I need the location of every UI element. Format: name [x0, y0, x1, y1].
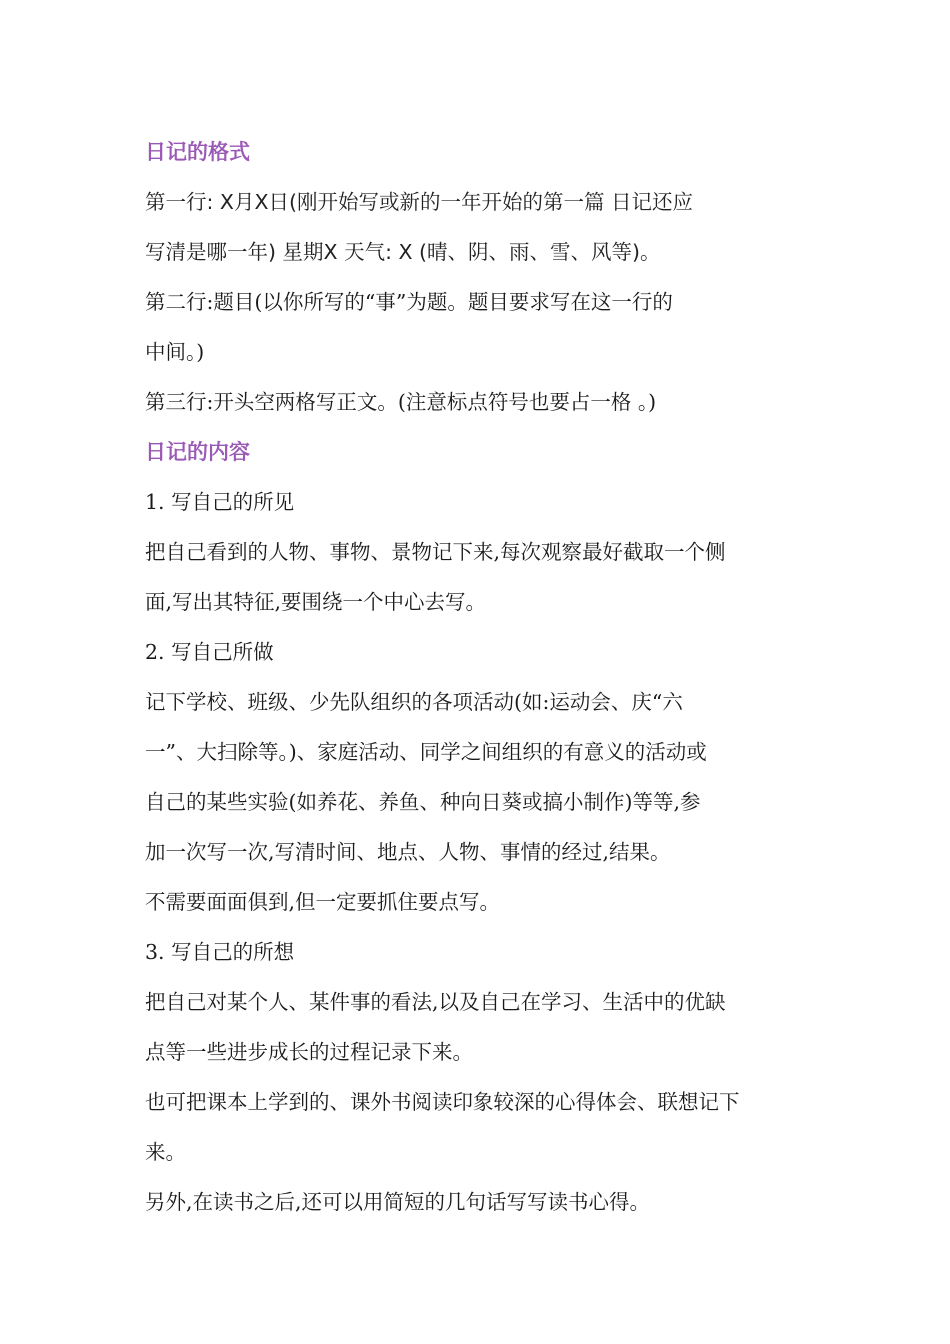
item-heading: 3. 写自己的所想 — [145, 940, 295, 964]
paragraph-line: 另外,在读书之后,还可以用简短的几句话写写读书心得。 — [145, 1190, 651, 1214]
paragraph-line: 点等一些进步成长的过程记录下来。 — [145, 1040, 473, 1064]
item-heading: 1. 写自己的所见 — [145, 490, 295, 514]
section-title-format: 日记的格式 — [145, 140, 250, 164]
paragraph-line: 也可把课本上学到的、课外书阅读印象较深的心得体会、联想记下 — [145, 1090, 740, 1114]
item-heading: 2. 写自己所做 — [145, 640, 274, 664]
section-title-content: 日记的内容 — [145, 440, 250, 464]
paragraph-line: 自己的某些实验(如养花、养鱼、种向日葵或搞小制作)等等,参 — [145, 790, 701, 814]
content-item-2 — [145, 627, 800, 927]
paragraph-line: 来。 — [145, 1140, 186, 1164]
format-line1-part2: 写清是哪一年) 星期X 天气: X (晴、阴、雨、雪、风等)。 — [145, 240, 661, 264]
paragraph-line: 面,写出其特征,要围绕一个中心去写。 — [145, 590, 487, 614]
paragraph-line: 不需要面面俱到,但一定要抓住要点写。 — [145, 890, 501, 914]
paragraph-line: 加一次写一次,写清时间、地点、人物、事情的经过,结果。 — [145, 840, 671, 864]
content-item-1 — [145, 477, 800, 627]
format-line1-part1: 第一行: X月X日(刚开始写或新的一年开始的第一篇 日记还应 — [145, 190, 694, 214]
format-line2-part2: 中间。) — [145, 340, 205, 364]
paragraph-line: 记下学校、班级、少先队组织的各项活动(如:运动会、庆“六 — [145, 690, 683, 714]
paragraph-line: 把自己看到的人物、事物、景物记下来,每次观察最好截取一个侧 — [145, 540, 726, 564]
format-line2-part1: 第二行:题目(以你所写的“事”为题。题目要求写在这一行的 — [145, 290, 673, 314]
format-line3: 第三行:开头空两格写正文。(注意标点符号也要占一格 。) — [145, 390, 657, 414]
paragraph-line: 一”、大扫除等。)、家庭活动、同学之间组织的有意义的活动或 — [145, 740, 707, 764]
document-page — [145, 127, 800, 1227]
content-item-3 — [145, 927, 800, 1227]
paragraph-line: 把自己对某个人、某件事的看法,以及自己在学习、生活中的优缺 — [145, 990, 726, 1014]
